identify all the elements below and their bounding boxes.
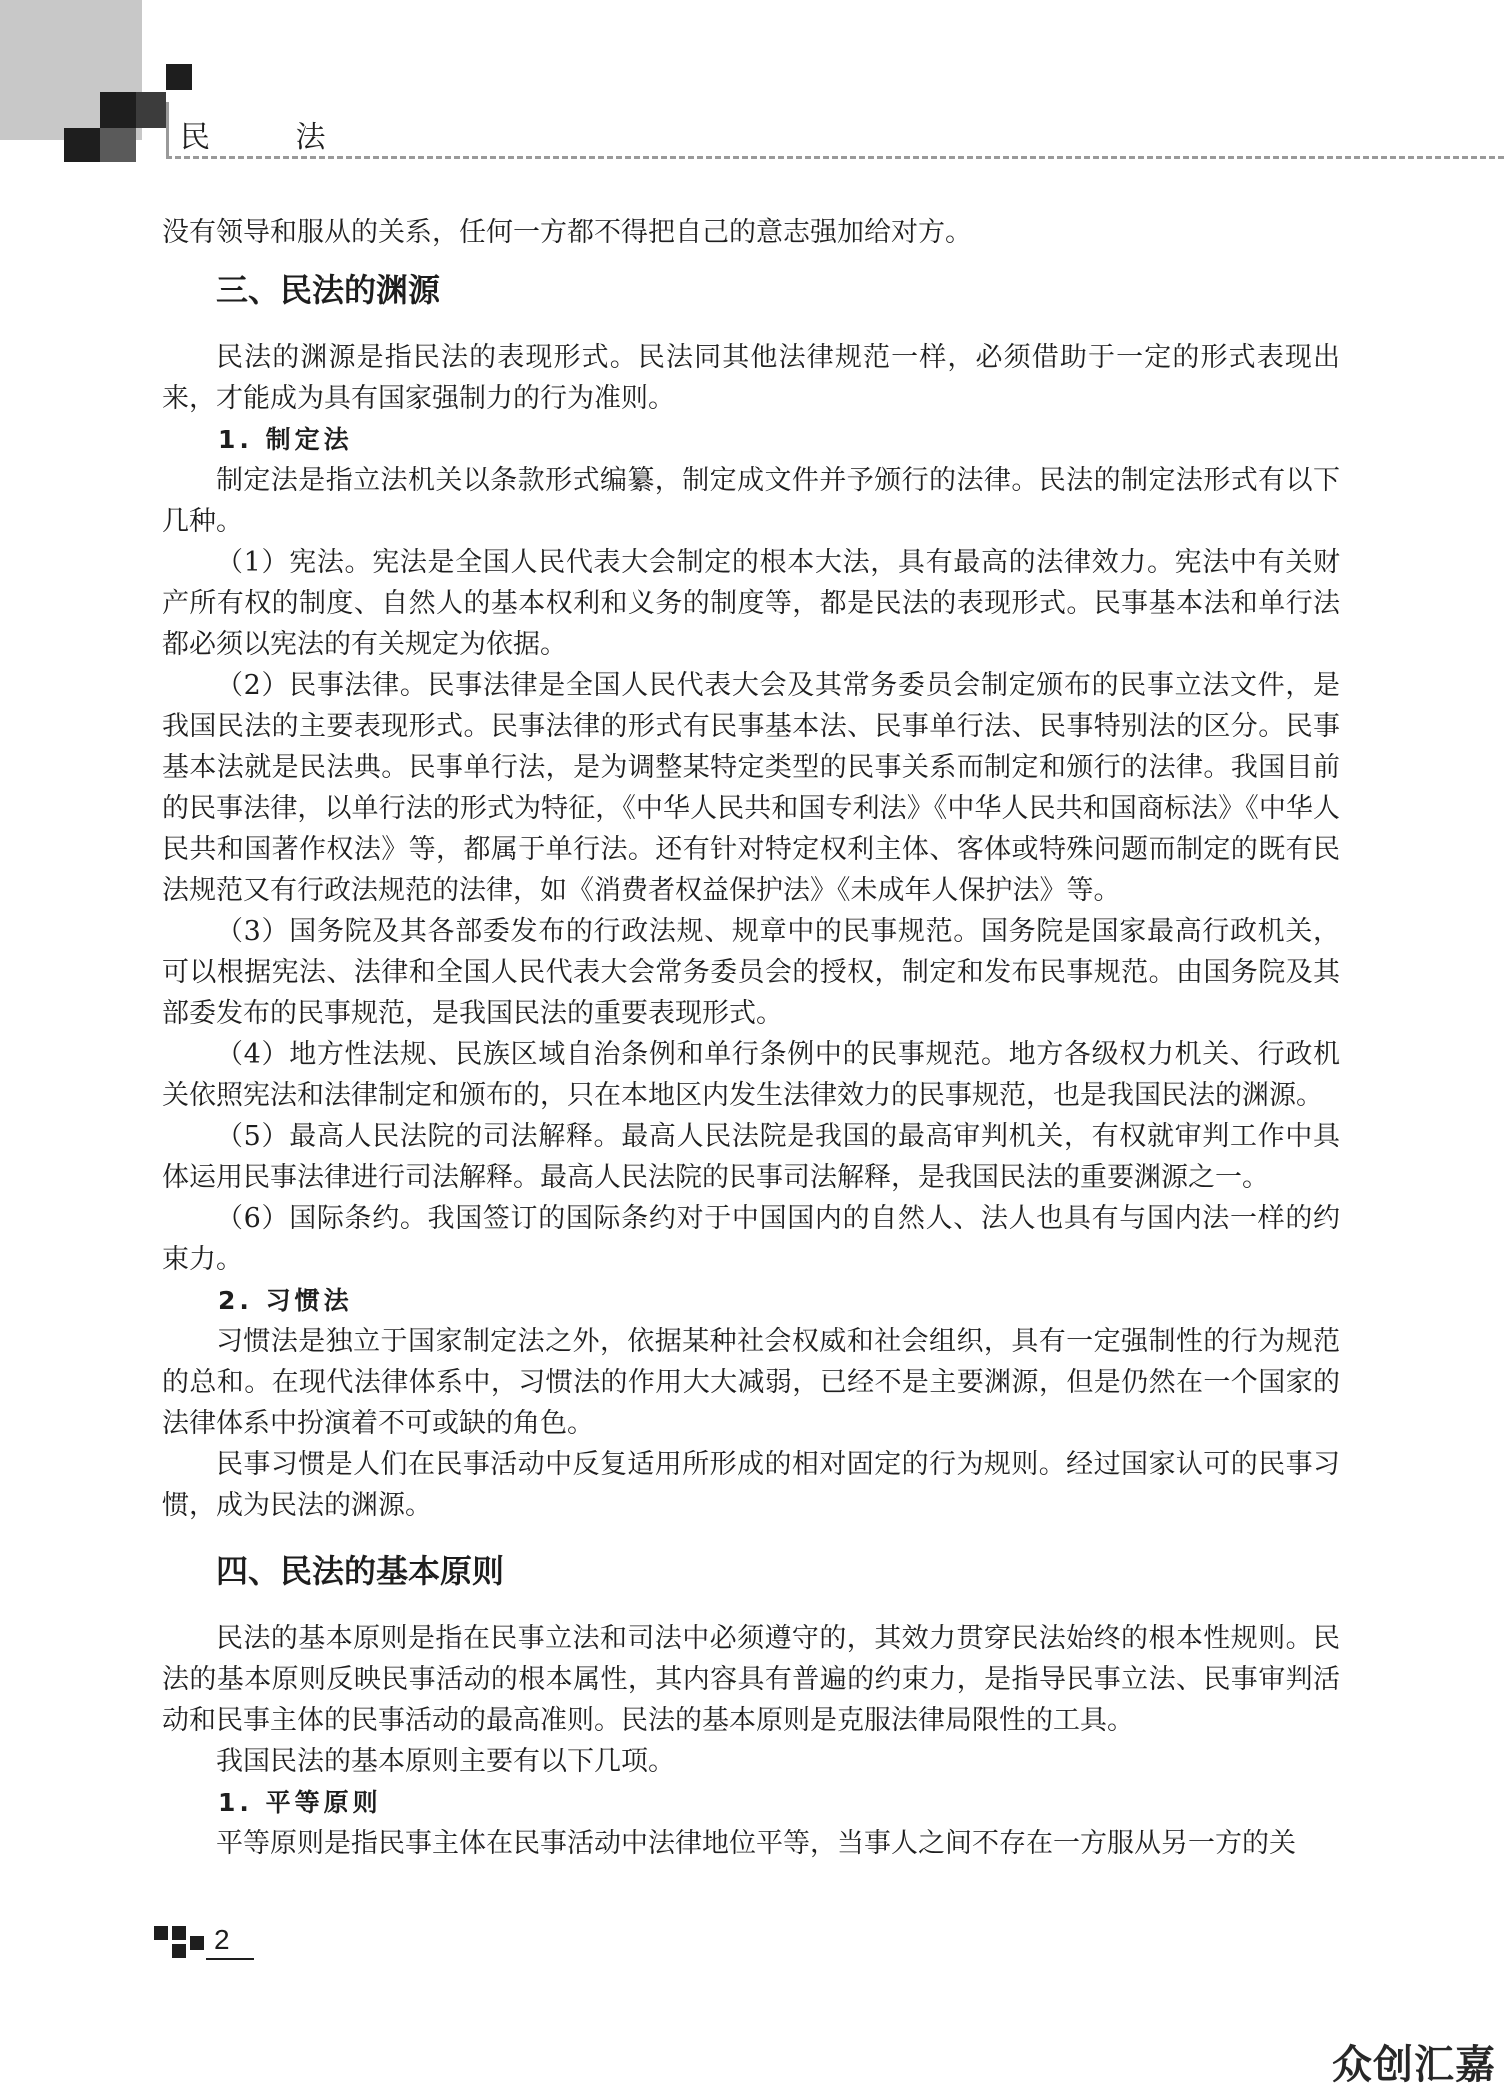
paragraph: 民事习惯是人们在民事活动中反复适用所形成的相对固定的行为规则。经过国家认可的民事习惯，成为民法的渊源。 [162,1449,1340,1521]
footer-deco-square [190,1936,204,1950]
header-deco-square [136,92,166,128]
paragraph: （2）民事法律。民事法律是全国人民代表大会及其常务委员会制定颁布的民事立法文件，是我国民法的主要表现形式。民事法律的形式有民事基本法、民事单行法、民事特别法的区分。民事基本法就是民法典。民事单行法，是为调整某特定类型的民事关系而制定和颁行的法律。我国目前的民事法律，以单行法的形式为特征，《中华人民共和国专利法》《中华人民共和国商标法》《中华人民共和国著作权法》等，都属于单行法。还有针对特定权利主体、客体或特殊问题而制定的既有民法规范又有行政法规范的法律，如《消费者权益保护法》《未成年人保护法》等。 [162,670,1340,906]
paragraph: 制定法是指立法机关以条款形式编纂，制定成文件并予颁行的法律。民法的制定法形式有以下几种。 [162,465,1340,537]
paragraph: 民法的渊源是指民法的表现形式。民法同其他法律规范一样，必须借助于一定的形式表现出来，才能成为具有国家强制力的行为准则。 [162,342,1340,414]
page-number: 2 [214,1924,230,1955]
header-deco-square [100,128,136,162]
footer-deco-square [154,1926,168,1940]
section-heading: 四、民法的基本原则 [216,1552,505,1590]
paragraph: 我国民法的基本原则主要有以下几项。 [216,1746,675,1777]
footer-deco-square [172,1944,186,1958]
header-deco-square [64,128,100,162]
subheading: 2. 习惯法 [218,1286,353,1315]
header-vertical-rule [166,102,169,158]
header-deco-square [166,64,192,90]
paragraph: （1）宪法。宪法是全国人民代表大会制定的根本大法，具有最高的法律效力。宪法中有关财产所有权的制度、自然人的基本权利和义务的制度等，都是民法的表现形式。民事基本法和单行法都必须以宪法的有关规定为依据。 [162,547,1340,660]
subheading: 1. 平等原则 [218,1788,382,1817]
section-heading: 三、民法的渊源 [216,271,441,309]
paragraph: （6）国际条约。我国签订的国际条约对于中国国内的自然人、法人也具有与国内法一样的约束力。 [162,1203,1340,1275]
paragraph: （4）地方性法规、民族区域自治条例和单行条例中的民事规范。地方各级权力机关、行政机关依照宪法和法律制定和颁布的，只在本地区内发生法律效力的民事规范，也是我国民法的渊源。 [162,1039,1340,1111]
paragraph: （5）最高人民法院的司法解释。最高人民法院是我国的最高审判机关，有权就审判工作中具体运用民事法律进行司法解释。最高人民法院的民事司法解释，是我国民法的重要渊源之一。 [162,1121,1340,1193]
paragraph: 习惯法是独立于国家制定法之外，依据某种社会权威和社会组织，具有一定强制性的行为规范的总和。在现代法律体系中，习惯法的作用大大减弱，已经不是主要渊源，但是仍然在一个国家的法律体系中扮演着不可或缺的角色。 [162,1326,1340,1439]
watermark: 众创汇嘉 [1332,2042,1496,2088]
subheading: 1. 制定法 [218,425,353,454]
paragraph: 平等原则是指民事主体在民事活动中法律地位平等，当事人之间不存在一方服从另一方的关 [216,1828,1296,1859]
paragraph: （3）国务院及其各部委发布的行政法规、规章中的民事规范。国务院是国家最高行政机关，可以根据宪法、法律和全国人民代表大会常务委员会的授权，制定和发布民事规范。由国务院及其部委发布的民事规范，是我国民法的重要表现形式。 [162,916,1340,1029]
header-deco-square [100,92,136,128]
page-body [162,212,1340,1864]
running-header-title: 民 法 [180,120,364,155]
footer-deco-square [172,1926,186,1940]
footer-rule [206,1958,254,1960]
paragraph: 没有领导和服从的关系，任何一方都不得把自己的意志强加给对方。 [162,217,972,248]
header-dashed-rule [166,156,1504,159]
paragraph: 民法的基本原则是指在民事立法和司法中必须遵守的，其效力贯穿民法始终的根本性规则。民法的基本原则反映民事活动的根本属性，其内容具有普遍的约束力，是指导民事立法、民事审判活动和民事主体的民事活动的最高准则。民法的基本原则是克服法律局限性的工具。 [162,1623,1340,1736]
